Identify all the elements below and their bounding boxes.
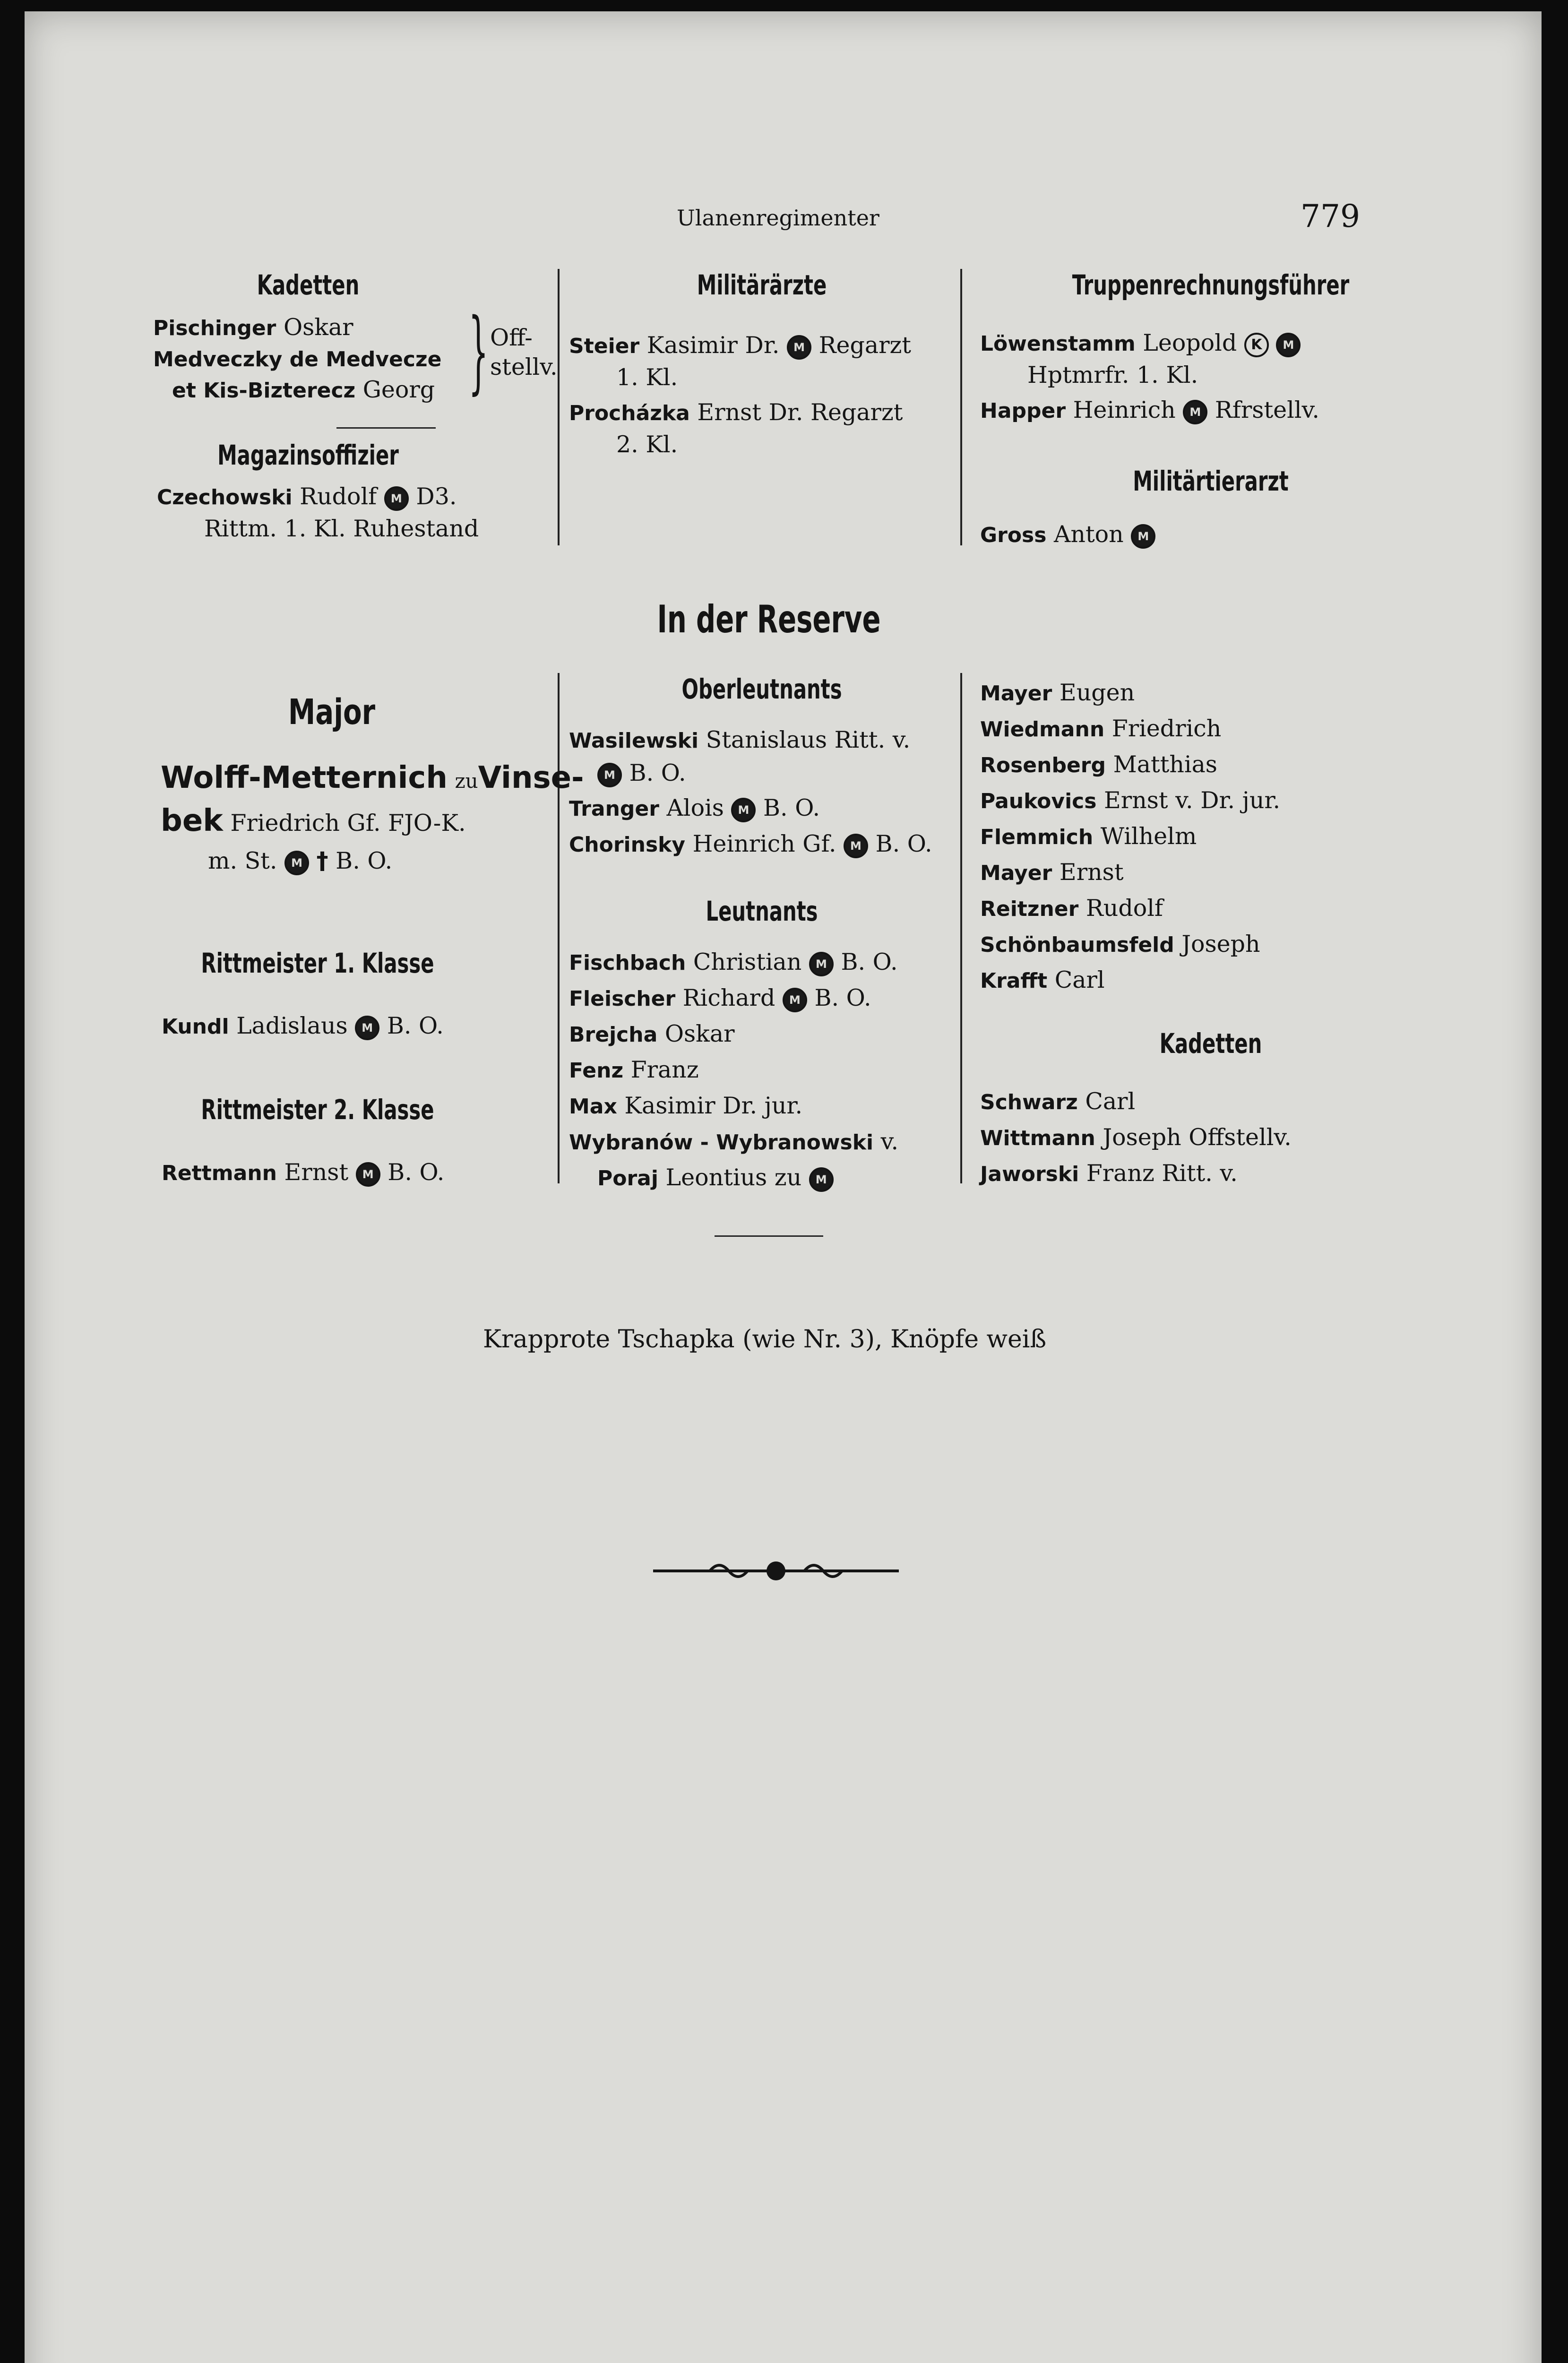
rank-note: B. O.	[622, 759, 686, 786]
surname: Wybranów - Wybranowski	[569, 1130, 874, 1155]
list-item	[980, 783, 1280, 819]
surname: Tranger	[569, 797, 659, 821]
surname: Brejcha	[569, 1023, 658, 1047]
military-badge-icon: M	[809, 952, 834, 976]
reserve-kadetten-heading: Kadetten	[1159, 1027, 1262, 1060]
given-name: Ernst	[276, 1159, 349, 1186]
bracket-label-line: stellv.	[490, 354, 558, 380]
surname: Kundl	[162, 1015, 229, 1039]
list-item	[980, 747, 1280, 783]
list-item	[569, 981, 898, 1017]
rank-note: Rittm. 1. Kl. Ruhestand	[204, 515, 479, 542]
surname: Paukovics	[980, 789, 1097, 813]
list-item	[569, 1052, 898, 1088]
surname: Reitzner	[980, 897, 1079, 921]
surname: Wiedmann	[980, 717, 1105, 742]
rank-note: B. O.	[868, 830, 932, 857]
surname: Mayer	[980, 681, 1052, 706]
list-item	[569, 360, 911, 395]
magazin-list	[157, 479, 479, 546]
surname: Vinse-	[478, 760, 584, 795]
surname: Procházka	[569, 401, 690, 425]
list-item	[980, 1156, 1292, 1192]
short-divider	[336, 427, 436, 429]
given-name: Carl	[1047, 966, 1105, 993]
oberleutnants-heading: Oberleutnants	[681, 673, 842, 705]
major-heading: Major	[288, 692, 376, 733]
list-item	[980, 711, 1280, 747]
surname: Steier	[569, 334, 640, 358]
given-name: Leontius zu	[658, 1164, 802, 1191]
leutnants-list	[569, 945, 898, 1196]
page-number: 779	[1301, 198, 1360, 234]
rank-note: Hptmrfr. 1. Kl.	[1027, 362, 1198, 388]
ornament-icon	[653, 1552, 899, 1590]
military-badge-icon: M	[384, 486, 409, 511]
surname: Wittmann	[980, 1126, 1095, 1150]
surname: Jaworski	[980, 1162, 1079, 1186]
surname: Fleischer	[569, 987, 676, 1011]
list-item	[161, 843, 584, 879]
column-rule-1	[558, 269, 560, 545]
list-item	[153, 341, 441, 377]
military-badge-icon: M	[1183, 400, 1207, 424]
kadetten-list	[153, 310, 441, 408]
military-badge-icon: M	[1276, 333, 1301, 357]
militaeraerzte-heading: Militärärzte	[697, 269, 827, 301]
given-name: Georg	[355, 376, 435, 403]
rank-note: B. O.	[807, 984, 871, 1011]
rittmeister-2-heading: Rittmeister 2. Klasse	[201, 1094, 434, 1126]
particle: zu	[455, 769, 478, 793]
running-header: Ulanenregimenter	[677, 205, 879, 231]
list-item	[569, 945, 898, 981]
given-name: Oskar	[657, 1020, 735, 1047]
surname: Fenz	[569, 1059, 624, 1083]
list-item	[161, 801, 584, 843]
list-item	[157, 511, 479, 546]
list-item	[569, 427, 911, 462]
column-rule-2	[960, 269, 962, 545]
list-item	[162, 1155, 444, 1191]
surname: Mayer	[980, 861, 1052, 885]
given-name: Rudolf	[292, 483, 377, 510]
given-name: Wilhelm	[1093, 823, 1197, 850]
military-badge-icon: M	[1131, 524, 1155, 549]
surname: Gross	[980, 523, 1047, 547]
rank-note: B. O.	[380, 1159, 445, 1186]
given-name: Carl	[1077, 1088, 1136, 1115]
surname: Poraj	[597, 1166, 658, 1190]
surname: Krafft	[980, 969, 1048, 993]
given-name: Eugen	[1052, 679, 1135, 706]
list-item	[569, 791, 932, 827]
military-badge-icon: M	[597, 763, 622, 787]
list-item	[980, 393, 1319, 429]
surname: Chorinsky	[569, 833, 686, 857]
military-badge-icon: M	[284, 851, 309, 875]
military-badge-icon: M	[787, 335, 811, 360]
given-name: Friedrich	[1104, 715, 1222, 742]
surname: Schwarz	[980, 1090, 1078, 1114]
reserve-kadetten-list	[980, 1084, 1292, 1192]
given-name: Heinrich Gf.	[685, 830, 836, 857]
kadetten-heading: Kadetten	[257, 269, 360, 301]
rank-note: Rfrstellv.	[1207, 397, 1319, 423]
surname: Medveczky de Medvecze	[153, 347, 442, 371]
surname: Löwenstamm	[980, 332, 1136, 356]
list-item	[569, 328, 911, 364]
rank-note: B. O.	[756, 794, 820, 821]
list-item	[569, 1088, 898, 1124]
list-item	[569, 756, 932, 791]
surname: Wasilewski	[569, 729, 699, 753]
rechnungsfuehrer-list	[980, 326, 1319, 429]
list-item	[153, 310, 441, 346]
rank-note: D3.	[408, 483, 457, 510]
given-name: Matthias	[1106, 751, 1217, 778]
rank-note: 2. Kl.	[616, 431, 678, 458]
surname: Flemmich	[980, 825, 1094, 849]
given-name: Richard	[675, 984, 775, 1011]
list-item	[980, 675, 1280, 711]
given-name: Friedrich Gf. FJO-K.	[223, 810, 466, 837]
surname: Happer	[980, 399, 1066, 423]
military-badge-icon: M	[355, 1016, 379, 1040]
given-name: Franz	[623, 1056, 699, 1083]
rank-note: B. O.	[328, 847, 393, 874]
given-name: Kasimir Dr.	[639, 332, 780, 359]
rank-note: 1. Kl.	[616, 364, 678, 391]
military-badge-icon: M	[783, 988, 807, 1012]
given-name: Rudolf	[1078, 895, 1163, 922]
given-name: Oskar	[276, 314, 353, 341]
surname: bek	[161, 803, 223, 838]
surname: Schönbaumsfeld	[980, 933, 1174, 957]
bracket: }	[468, 299, 489, 404]
major-entry	[161, 758, 584, 879]
list-item	[980, 819, 1280, 855]
military-badge-icon: M	[809, 1167, 834, 1192]
list-item	[569, 1017, 898, 1052]
rittmeister-1-heading: Rittmeister 1. Klasse	[201, 947, 434, 979]
uniform-note: Krapprote Tschapka (wie Nr. 3), Knöpfe weiß	[483, 1325, 1047, 1354]
list-item	[157, 479, 479, 515]
given-name: Alois	[659, 794, 724, 821]
oberleutnants-list	[569, 723, 932, 862]
list-item	[980, 927, 1280, 963]
bracket-label	[490, 323, 558, 382]
aerzte-list	[569, 328, 911, 462]
surname: Max	[569, 1095, 617, 1119]
given-name: Kasimir Dr. jur.	[617, 1092, 803, 1119]
rank-note: B. O.	[379, 1012, 444, 1039]
list-item	[569, 723, 932, 759]
given-name: Christian	[686, 949, 802, 975]
list-item	[980, 517, 1155, 553]
column-rule-4	[960, 673, 962, 1183]
given-name: Joseph Offstellv.	[1095, 1124, 1292, 1151]
reserve-heading: In der Reserve	[657, 597, 881, 641]
section-divider	[715, 1235, 823, 1237]
rank-note: B. O.	[833, 949, 898, 975]
list-item	[153, 372, 441, 408]
column-rule-3	[558, 673, 560, 1183]
surname: Rosenberg	[980, 753, 1106, 777]
list-item	[569, 395, 911, 431]
leutnants-heading: Leutnants	[706, 895, 818, 927]
magazin-heading: Magazinsoffizier	[217, 439, 399, 471]
list-item	[980, 358, 1319, 393]
given-name: Heinrich	[1066, 397, 1176, 423]
surname: Rettmann	[162, 1161, 277, 1185]
given-name: Leopold	[1135, 329, 1237, 356]
given-name: Anton	[1046, 521, 1124, 548]
bracket-label-line: Off-	[490, 324, 533, 351]
rank-note: Regarzt	[811, 332, 911, 359]
list-item	[980, 1120, 1292, 1156]
military-badge-icon: M	[844, 834, 868, 858]
reserve-names-list	[980, 675, 1280, 999]
cross-icon: †	[316, 847, 328, 874]
given-name: Ernst v. Dr. jur.	[1096, 787, 1281, 814]
list-item	[569, 827, 932, 862]
given-name: Ernst	[1052, 859, 1124, 886]
k-badge-icon: K	[1244, 333, 1269, 357]
given-name: v.	[873, 1128, 899, 1155]
surname: Wolff-Metternich	[161, 760, 448, 795]
rank-note: m. St.	[208, 847, 277, 874]
surname: Pischinger	[153, 316, 276, 340]
list-item	[162, 1009, 444, 1044]
given-name: Joseph	[1174, 931, 1260, 957]
list-item	[569, 1160, 898, 1196]
given-name: Stanislaus Ritt. v.	[698, 726, 911, 753]
given-name: Ernst Dr. Regarzt	[689, 399, 903, 426]
military-badge-icon: M	[356, 1162, 380, 1187]
military-badge-icon: M	[731, 798, 756, 822]
list-item	[980, 855, 1280, 891]
list-item	[980, 326, 1319, 362]
list-item	[980, 1084, 1292, 1120]
surname: et Kis-Bizterecz	[172, 379, 356, 403]
truppenrechnungsfuehrer-heading: Truppenrechnungsführer	[1072, 269, 1350, 301]
tierarzt-heading: Militärtierarzt	[1133, 465, 1289, 497]
list-item	[161, 758, 584, 801]
surname: Fischbach	[569, 951, 686, 975]
document-page	[25, 11, 1542, 2363]
given-name: Franz Ritt. v.	[1079, 1160, 1238, 1187]
list-item	[980, 963, 1280, 999]
given-name: Ladislaus	[229, 1012, 348, 1039]
surname: Czechowski	[157, 485, 293, 509]
list-item	[569, 1124, 898, 1160]
list-item	[980, 891, 1280, 927]
